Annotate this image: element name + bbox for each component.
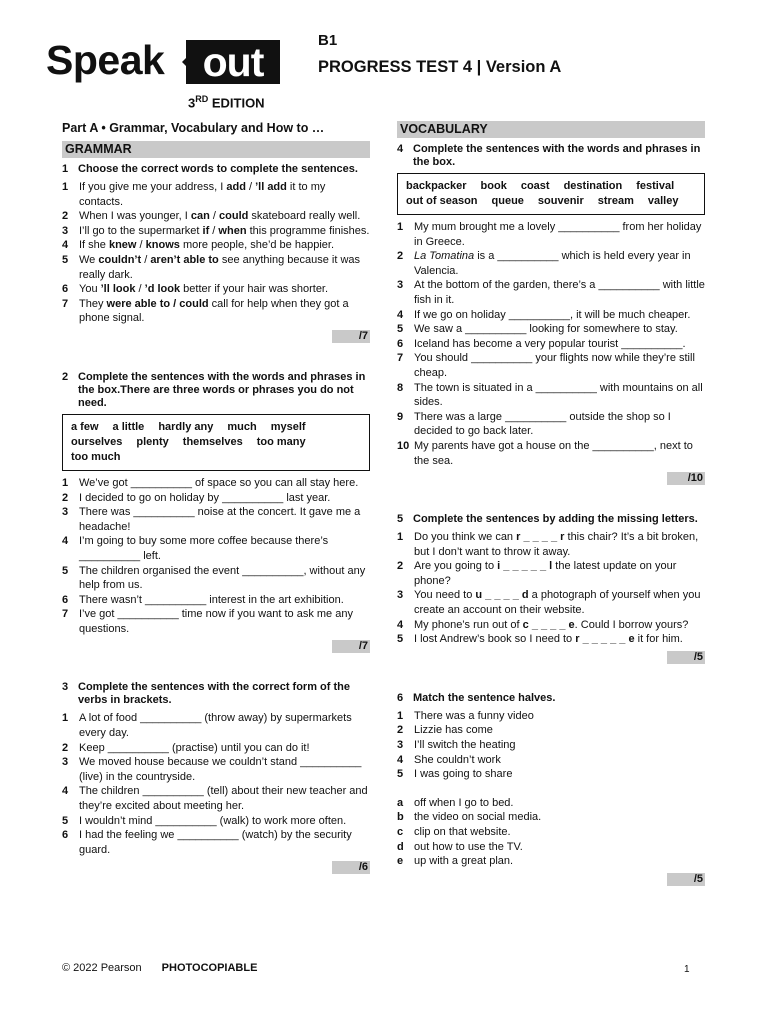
list-item: 7 They were able to / could call for help when they got a phone signal. <box>62 297 349 325</box>
item-list <box>397 709 705 782</box>
word-chip: souvenir <box>537 195 584 207</box>
score-box: /6 <box>62 861 370 874</box>
list-item: 9 There was a large __________ outside the shop so I decided to go back later. <box>397 410 671 438</box>
list-item: 3 I’ll go to the supermarket if / when this programme finishes. <box>62 224 370 237</box>
word-chip: coast <box>520 180 550 192</box>
list-item: 7 I’ve got __________ time now if you want to ask me any questions. <box>62 608 353 635</box>
list-item: 4 If she knew / knows more people, she’d be happier. <box>62 239 334 252</box>
list-item: 5 We saw a __________ looking for somewhere to stay. <box>397 323 678 336</box>
list-item: 4 My phone’s run out of c _ _ _ _ e. Could I borrow yours? <box>397 618 689 631</box>
list-item: c clip on that website. <box>397 826 511 838</box>
word-chip: hardly any <box>158 420 214 433</box>
question-header: 6 Match the sentence halves. <box>397 691 556 704</box>
word-chip: plenty <box>136 435 169 448</box>
word-chip: much <box>227 420 257 433</box>
list-item: 1 We’ve got __________ of space so you can all stay here. <box>62 476 359 489</box>
list-item: 4 The children __________ (tell) about their new teacher and they’re excited about meeting her. <box>62 785 368 813</box>
question-4 <box>397 143 705 485</box>
logo-word-speak: Speak <box>46 37 165 83</box>
list-item: 5 The children organised the event __________, without any help from us. <box>62 564 366 592</box>
score-box: /5 <box>397 651 705 664</box>
list-item: 1 There was a funny video <box>397 709 534 722</box>
question-header: 5 Complete the sentences by adding the missing letters. <box>397 513 698 526</box>
question-header: 4 Complete the sentences with the words and phrases in the box. <box>397 143 701 168</box>
list-item: 1 A lot of food __________ (throw away) by supermarkets every day. <box>62 712 352 740</box>
list-item: a off when I go to bed. <box>397 796 514 809</box>
edition-label: 3RD EDITION <box>188 94 265 111</box>
list-item: 4 She couldn’t work <box>397 753 501 766</box>
list-item: 6 Iceland has become a very popular tourist __________. <box>397 337 686 350</box>
list-item: b the video on social media. <box>397 811 542 824</box>
word-chip: too much <box>71 450 121 463</box>
question-header: 3 Complete the sentences with the correct form of the verbs in brackets. <box>62 681 350 707</box>
score-box: /5 <box>397 873 705 886</box>
list-item: 3 You need to u _ _ _ _ d a photograph of yourself when you create an account on their website. <box>397 589 701 617</box>
word-chip: out of season <box>406 195 478 207</box>
score-box: /7 <box>62 330 370 343</box>
level-label: B1 <box>318 32 338 49</box>
word-chip: stream <box>597 195 634 207</box>
list-item: 2 Keep __________ (practise) until you can do it! <box>62 741 310 754</box>
word-chip: book <box>480 180 507 192</box>
question-1 <box>62 163 370 343</box>
word-chip: queue <box>491 195 524 207</box>
word-box <box>397 173 705 215</box>
vocabulary-band: VOCABULARY <box>397 121 705 138</box>
right-column <box>397 121 705 886</box>
question-5 <box>397 513 705 664</box>
list-item: 8 The town is situated in a __________ with mountains on all sides. <box>397 381 703 409</box>
list-item: 5 I lost Andrew’s book so I need to r _ _ _ _ _ e it for him. <box>397 633 683 646</box>
question-2 <box>62 371 370 654</box>
item-list <box>397 220 705 468</box>
list-item: 5 I wouldn’t mind __________ (walk) to work more often. <box>62 814 347 827</box>
list-item: 3 We moved house because we couldn’t stand __________ (live) in the countryside. <box>62 756 362 783</box>
list-item: 3 There was __________ noise at the concert. It gave me a headache! <box>62 506 361 533</box>
word-chip: destination <box>563 180 623 192</box>
list-item: 4 I’m going to buy some more coffee because there’s __________ left. <box>62 535 329 562</box>
score-box: /10 <box>397 472 705 485</box>
item-list <box>62 711 370 857</box>
word-chip: too many <box>256 435 306 448</box>
logo-word-out: out <box>186 40 280 84</box>
list-item: 3 I’ll switch the heating <box>397 739 516 752</box>
list-item: 2 Lizzie has come <box>397 724 493 737</box>
list-item: 2 I decided to go on holiday by __________ last year. <box>62 491 331 504</box>
question-3 <box>62 681 370 874</box>
word-chip: a few <box>71 420 99 433</box>
speakout-logo <box>46 36 282 112</box>
list-item: 2 When I was younger, I can / could skateboard really well. <box>62 210 361 223</box>
item-list <box>397 530 705 647</box>
grammar-band: GRAMMAR <box>62 141 370 158</box>
word-chip: festival <box>636 180 675 192</box>
word-chip: myself <box>270 420 306 433</box>
item-list <box>62 180 370 326</box>
question-6 <box>397 692 705 886</box>
list-item: 7 You should __________ your flights now while they’re still cheap. <box>397 352 695 379</box>
list-item: 6 There wasn’t __________ interest in the art exhibition. <box>62 593 344 606</box>
list-item: 2 La Tomatina is a __________ which is held every year in Valencia. <box>397 250 691 277</box>
list-item: 6 You ’ll look / ’d look better if your hair was shorter. <box>62 283 329 296</box>
list-item: e up with a great plan. <box>397 855 514 868</box>
page-number: 1 <box>684 964 690 975</box>
footer-copyright: © 2022 Pearson PHOTOCOPIABLE <box>62 962 258 974</box>
question-header: 2 Complete the sentences with the words and phrases in the box.There are three words or phrases you do not need. <box>62 370 366 409</box>
part-title: Part A • Grammar, Vocabulary and How to … <box>62 121 325 135</box>
item-list <box>62 476 370 637</box>
list-item: 2 Are you going to i _ _ _ _ _ l the latest update on your phone? <box>397 560 677 587</box>
list-item: 1 Do you think we can r _ _ _ _ r this chair? It’s a bit broken, but I don’t want to throw it away. <box>397 531 699 558</box>
word-chip: backpacker <box>406 180 467 192</box>
left-column <box>62 121 370 874</box>
option-list <box>397 796 705 869</box>
word-chip: a little <box>112 420 145 433</box>
list-item: 5 I was going to share <box>397 768 513 781</box>
list-item: 3 At the bottom of the garden, there’s a __________ with little fish in it. <box>397 279 705 306</box>
list-item: d out how to use the TV. <box>397 840 523 853</box>
score-box: /7 <box>62 640 370 653</box>
word-chip: themselves <box>182 435 243 448</box>
list-item: 5 We couldn’t / aren’t able to see anything because it was really dark. <box>62 253 361 281</box>
question-header: 1 Choose the correct words to complete the sentences. <box>62 163 358 175</box>
word-chip: valley <box>647 195 679 207</box>
word-box <box>62 414 370 471</box>
list-item: 4 If we go on holiday __________, it will be much cheaper. <box>397 308 691 321</box>
list-item: 10 My parents have got a house on the __________, next to the sea. <box>397 439 693 467</box>
page-title: PROGRESS TEST 4 | Version A <box>318 58 562 76</box>
list-item: 6 I had the feeling we __________ (watch) by the security guard. <box>62 829 352 856</box>
list-item: 1 My mum brought me a lovely __________ from her holiday in Greece. <box>397 221 702 248</box>
word-chip: ourselves <box>71 435 123 448</box>
list-item: 1 If you give me your address, I add / ’ll add it to my contacts. <box>62 181 326 208</box>
